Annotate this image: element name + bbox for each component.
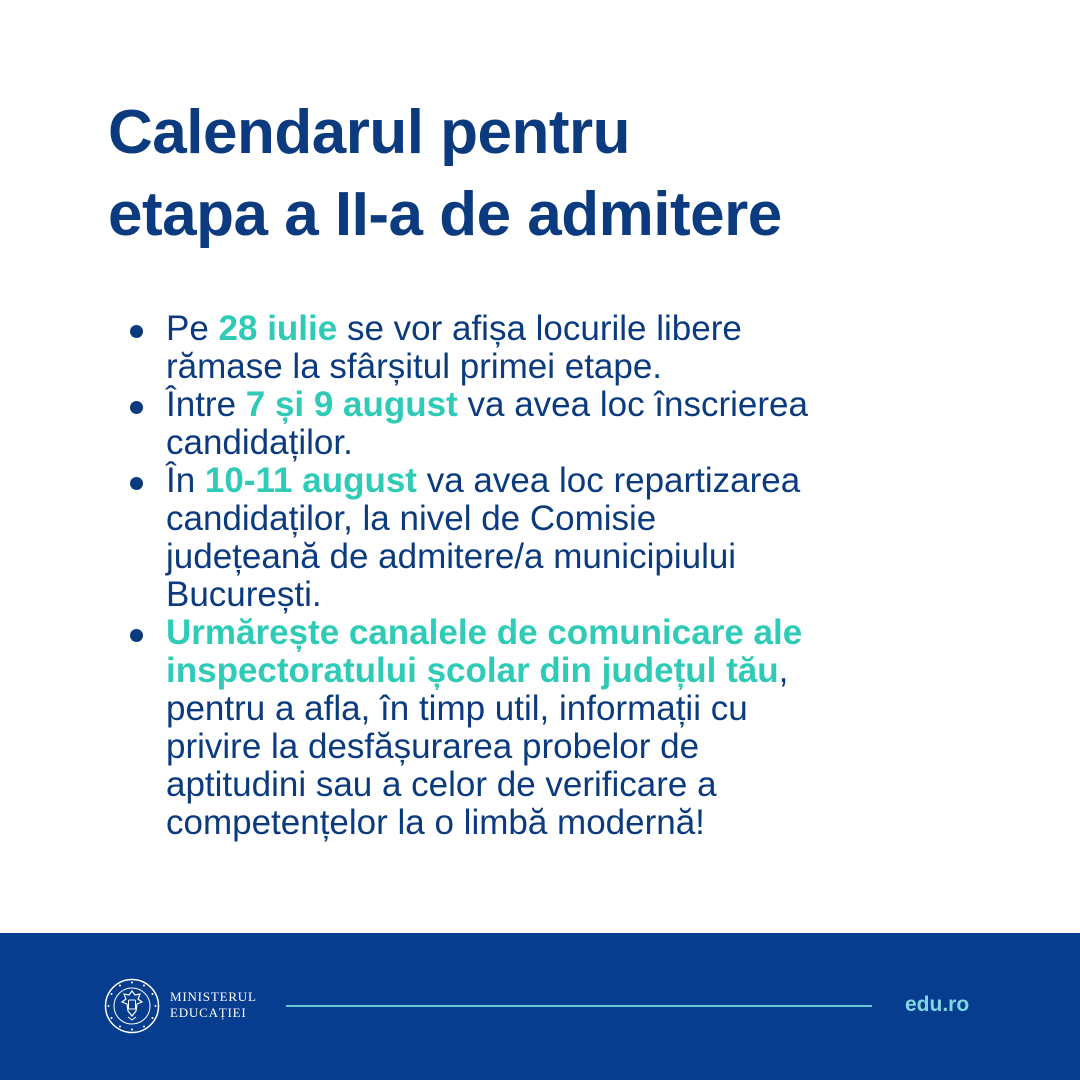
date-highlight: 7 și 9 august <box>245 385 458 424</box>
bullet-dot-icon <box>130 325 143 338</box>
page-title <box>108 92 988 256</box>
bullet-line <box>166 652 1010 690</box>
bullet-dot-icon <box>130 401 143 414</box>
ministry-line-1: MINISTERUL <box>170 989 257 1004</box>
bullet-text: va avea loc repartizarea <box>416 461 801 500</box>
bullet-line: București. <box>166 575 322 614</box>
bullet-text: se vor afișa locurile libere <box>337 309 742 348</box>
list-item <box>130 614 1010 842</box>
coat-of-arms-icon <box>104 978 160 1034</box>
bullet-text: , <box>778 651 789 690</box>
bullet-highlight-line: Urmărește canalele de comunicare ale <box>166 613 803 652</box>
bullet-line: pentru a afla, în timp util, informații cu <box>166 689 748 728</box>
date-highlight: 10-11 august <box>204 461 417 500</box>
bullet-line: candidaților. <box>166 423 353 462</box>
bullet-line <box>166 310 1010 348</box>
bullet-highlight-text: inspectoratului școlar din județul tău <box>166 651 779 690</box>
list-item <box>130 386 1010 462</box>
bullet-line: privire la desfășurarea probelor de <box>166 727 700 766</box>
ministry-line-2: EDUCAȚIEI <box>170 1005 247 1020</box>
bullet-text: Între <box>166 385 246 424</box>
title-line-2: etapa a II-a de admitere <box>108 180 782 249</box>
title-line-1: Calendarul pentru <box>108 98 631 167</box>
bullet-text: va avea loc înscrierea <box>457 385 808 424</box>
bullet-line <box>166 462 1010 500</box>
bullet-line: candidaților, la nivel de Comisie <box>166 499 657 538</box>
calendar-list <box>130 310 1010 842</box>
bullet-line <box>166 386 1010 424</box>
bullet-dot-icon <box>130 477 143 490</box>
bullet-line: aptitudini sau a celor de verificare a <box>166 765 717 804</box>
bullet-text: Pe <box>166 309 219 348</box>
list-item <box>130 310 1010 386</box>
list-item <box>130 462 1010 614</box>
bullet-text: În <box>166 461 205 500</box>
footer-bar <box>0 933 1080 1080</box>
date-highlight: 28 iulie <box>218 309 338 348</box>
footer-divider <box>286 1005 872 1007</box>
bullet-line: rămase la sfârșitul primei etape. <box>166 347 663 386</box>
website-link[interactable]: edu.ro <box>905 993 970 1016</box>
bullet-line: județeană de admitere/a municipiului <box>166 537 737 576</box>
bullet-line: competențelor la o limbă modernă! <box>166 803 705 842</box>
ministry-logo-text <box>170 989 257 1021</box>
bullet-dot-icon <box>130 629 143 642</box>
